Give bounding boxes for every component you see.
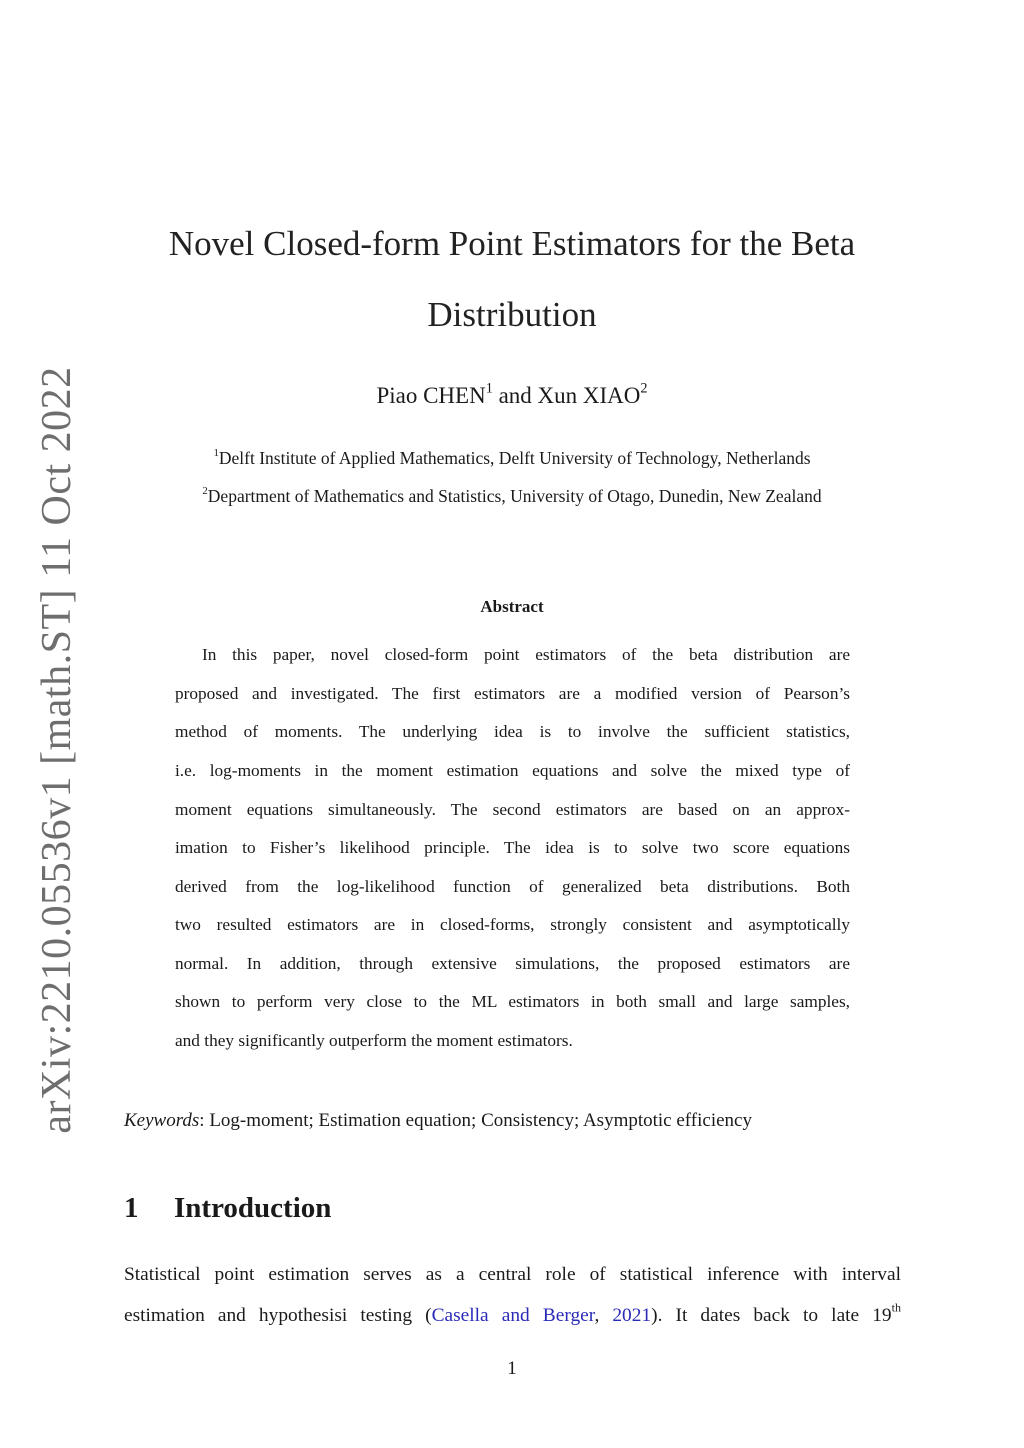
keywords (124, 1110, 752, 1132)
abstract-line: moment equations simultaneously. The second estimators are based on an approx- (175, 800, 850, 819)
keywords-label: Keywords (124, 1110, 200, 1131)
abstract-line: i.e. log-moments in the moment estimation equations and solve the mixed type of (175, 761, 850, 780)
keywords-text: : Log-moment; Estimation equation; Consistency; Asymptotic efficiency (199, 1110, 752, 1131)
abstract-line: shown to perform very close to the ML estimators in both small and large samples, (175, 992, 850, 1011)
superscript: th (891, 1300, 901, 1315)
author-connector: and (492, 383, 538, 408)
paper-title-line-2: Distribution (427, 295, 597, 334)
affiliation-text: Delft Institute of Applied Mathematics, Delft University of Technology, Netherlands (218, 448, 811, 468)
section-number: 1 (124, 1192, 139, 1224)
abstract-line: two resulted estimators are in closed-forms, strongly consistent and asymptotically (175, 915, 850, 934)
abstract-line: In this paper, novel closed-form point estimators of the beta distribution are (202, 645, 850, 664)
abstract-line: method of moments. The underlying idea is to involve the sufficient statistics, (175, 722, 850, 741)
author-name: Piao CHEN (376, 383, 486, 408)
citation-link-year[interactable]: 2021 (612, 1305, 652, 1326)
arxiv-identifier-stamp: arXiv:2210.05536v1 [math.ST] 11 Oct 2022 (34, 366, 80, 1134)
abstract-line: and they significantly outperform the moment estimators. (175, 1031, 573, 1050)
abstract-line: normal. In addition, through extensive simulations, the proposed estimators are (175, 954, 850, 973)
abstract-heading: Abstract (480, 597, 544, 616)
affiliation-text: Department of Mathematics and Statistics, University of Otago, Dunedin, New Zealand (207, 486, 822, 506)
citation-separator: , (594, 1305, 613, 1326)
affiliation-mark: 2 (202, 484, 208, 497)
affiliation-2 (0, 486, 1024, 507)
affiliation-1 (0, 448, 1024, 469)
body-text: ). It dates back to late 19 (651, 1305, 892, 1326)
affiliation-mark: 1 (485, 380, 493, 397)
body-text-line: Statistical point estimation serves as a central role of statistical inference with interval (124, 1264, 901, 1285)
body-text: estimation and hypothesisi testing ( (124, 1305, 432, 1326)
citation-link-authors[interactable]: Casella and Berger (431, 1305, 595, 1326)
author-name: Xun XIAO (537, 383, 641, 408)
abstract-line: proposed and investigated. The first estimators are a modified version of Pearson’s (175, 684, 850, 703)
page-number: 1 (507, 1358, 517, 1379)
author-list (0, 380, 1024, 409)
affiliation-mark: 1 (213, 446, 219, 459)
affiliation-mark: 2 (640, 380, 648, 397)
abstract-line: derived from the log-likelihood function of generalized beta distributions. Both (175, 877, 850, 896)
paper-title-line-1: Novel Closed-form Point Estimators for the Beta (168, 224, 856, 263)
section-heading (124, 1192, 331, 1225)
body-text-line (124, 1300, 901, 1327)
section-title: Introduction (174, 1192, 332, 1224)
abstract-line: imation to Fisher’s likelihood principle. The idea is to solve two score equations (175, 838, 850, 857)
